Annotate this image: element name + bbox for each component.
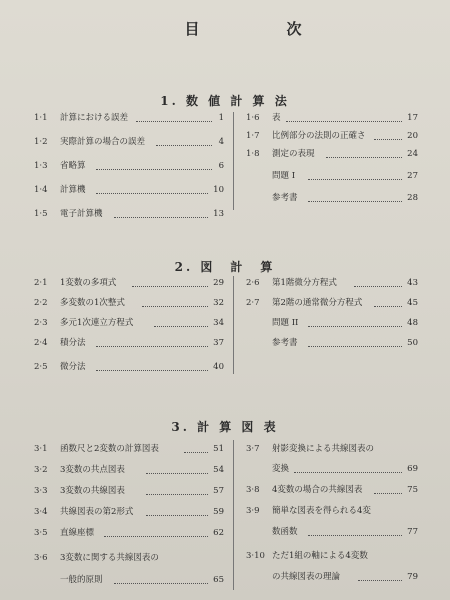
- section-number: 3·7: [246, 444, 260, 454]
- section-number: 3·3: [34, 486, 48, 496]
- page-title: 目 次: [184, 20, 338, 38]
- toc-entry[interactable]: [246, 506, 418, 527]
- page-number: 57: [213, 486, 224, 496]
- column-divider: [233, 440, 234, 590]
- dot-leader: [308, 345, 402, 347]
- dot-leader: [146, 493, 208, 495]
- dot-leader: [374, 492, 402, 494]
- toc-entry[interactable]: [34, 444, 224, 465]
- toc-entry[interactable]: [34, 113, 224, 137]
- section-number: 3·1: [34, 444, 48, 454]
- section-number: 3·9: [246, 506, 260, 516]
- section-title: 積分法: [60, 338, 86, 348]
- dot-leader: [142, 305, 208, 307]
- section-title: 多変数の1次整式: [60, 298, 125, 308]
- chapter-title-1: 1. 数 値 計 算 法: [160, 94, 290, 108]
- dot-leader: [358, 579, 402, 581]
- section-number: 1·4: [34, 185, 48, 195]
- section-title: 3変数に関する共線図表の: [60, 553, 159, 563]
- page-number: 17: [407, 113, 418, 123]
- page-number: 4: [218, 137, 224, 147]
- toc-entry[interactable]: [34, 553, 224, 575]
- page-number: 6: [218, 161, 224, 171]
- dot-leader: [96, 369, 208, 371]
- toc-entry[interactable]: [246, 444, 418, 464]
- page-number: 24: [407, 149, 418, 159]
- toc-entry-continued[interactable]: [34, 575, 224, 595]
- section-title: 射影変換による共線図表の: [272, 444, 375, 454]
- section-title: 変換: [272, 464, 290, 474]
- dot-leader: [136, 120, 212, 122]
- dot-leader: [146, 514, 208, 516]
- section-title: 直線座標: [60, 528, 95, 538]
- toc-entry[interactable]: [34, 185, 224, 209]
- section-number: 2·3: [34, 318, 48, 328]
- section-title: 3変数の共点図表: [60, 465, 125, 475]
- page-number: 28: [407, 193, 418, 203]
- toc-entry[interactable]: [34, 528, 224, 553]
- toc-entry[interactable]: [34, 318, 224, 338]
- section-title: の共線図表の理論: [272, 572, 341, 582]
- page-number: 34: [213, 318, 224, 328]
- page-number: 37: [213, 338, 224, 348]
- section-number: 1·7: [246, 131, 260, 141]
- section-title: ただ1組の軸による4変数: [272, 551, 368, 561]
- chapter-3-left-column: [34, 444, 224, 595]
- toc-entry[interactable]: [246, 318, 418, 338]
- column-divider: [233, 276, 234, 374]
- section-number: 1·6: [246, 113, 260, 123]
- toc-entry[interactable]: [34, 465, 224, 486]
- page-number: 43: [407, 278, 418, 288]
- toc-entry[interactable]: [246, 485, 418, 506]
- page-number: 29: [213, 278, 224, 288]
- dot-leader: [308, 200, 402, 202]
- toc-entry[interactable]: [246, 131, 418, 149]
- dot-leader: [326, 156, 402, 158]
- page-number: 45: [407, 298, 418, 308]
- dot-leader: [114, 582, 208, 584]
- dot-leader: [104, 535, 208, 537]
- section-title: 参考書: [272, 338, 298, 348]
- section-number: 2·4: [34, 338, 48, 348]
- section-title: 比例部分の法則の正確さ: [272, 131, 366, 141]
- section-number: 2·7: [246, 298, 260, 308]
- chapter-1-left-column: [34, 113, 224, 233]
- toc-entry[interactable]: [246, 193, 418, 215]
- section-title: 一般的原則: [60, 575, 103, 585]
- section-number: 3·5: [34, 528, 48, 538]
- toc-entry[interactable]: [34, 209, 224, 233]
- page-number: 1: [218, 113, 224, 123]
- dot-leader: [308, 325, 402, 327]
- toc-entry[interactable]: [34, 362, 224, 382]
- section-title: 問題 I: [272, 171, 296, 181]
- toc-entry[interactable]: [34, 278, 224, 298]
- dot-leader: [156, 144, 212, 146]
- page-number: 20: [407, 131, 418, 141]
- toc-entry[interactable]: [246, 113, 418, 131]
- toc-entry[interactable]: [34, 338, 224, 362]
- page-number: 40: [213, 362, 224, 372]
- dot-leader: [132, 285, 208, 287]
- section-title: 3変数の共線図表: [60, 486, 125, 496]
- page-number: 69: [407, 464, 418, 474]
- section-title: 省略算: [60, 161, 86, 171]
- chapter-title-3: 3. 計 算 図 表: [171, 420, 279, 434]
- section-title: 共線図表の第2形式: [60, 507, 134, 517]
- chapter-2-right-column: [246, 278, 418, 358]
- toc-entry[interactable]: [246, 298, 418, 318]
- dot-leader: [374, 138, 402, 140]
- section-title: 計算における誤差: [60, 113, 129, 123]
- chapter-3-right-column: [246, 444, 418, 592]
- section-title: 第2階の通常微分方程式: [272, 298, 363, 308]
- dot-leader: [114, 216, 208, 218]
- page-number: 75: [407, 485, 418, 495]
- toc-entry[interactable]: [246, 551, 418, 572]
- section-number: 3·8: [246, 485, 260, 495]
- toc-entry[interactable]: [246, 278, 418, 298]
- page-number: 59: [213, 507, 224, 517]
- section-number: 2·6: [246, 278, 260, 288]
- dot-leader: [184, 451, 208, 453]
- section-title: 計算機: [60, 185, 86, 195]
- section-number: 1·3: [34, 161, 48, 171]
- toc-entry[interactable]: [246, 171, 418, 193]
- toc-entry[interactable]: [34, 161, 224, 185]
- section-number: 3·10: [246, 551, 265, 561]
- section-title: 微分法: [60, 362, 86, 372]
- section-title: 函数尺と2変数の計算図表: [60, 444, 159, 454]
- section-title: 4変数の場合の共線図表: [272, 485, 363, 495]
- toc-entry[interactable]: [34, 137, 224, 161]
- section-number: 1·5: [34, 209, 48, 219]
- toc-entry[interactable]: [246, 338, 418, 358]
- page-number: 54: [213, 465, 224, 475]
- dot-leader: [154, 325, 208, 327]
- page-number: 65: [213, 575, 224, 585]
- dot-leader: [354, 285, 402, 287]
- toc-entry-continued[interactable]: [246, 464, 418, 485]
- section-title: 参考書: [272, 193, 298, 203]
- chapter-1-right-column: [246, 113, 418, 215]
- toc-entry-continued[interactable]: [246, 527, 418, 551]
- section-number: 2·5: [34, 362, 48, 372]
- section-title: 問題 II: [272, 318, 299, 328]
- dot-leader: [146, 472, 208, 474]
- section-number: 1·2: [34, 137, 48, 147]
- section-number: 2·1: [34, 278, 48, 288]
- page-number: 77: [407, 527, 418, 537]
- dot-leader: [96, 192, 208, 194]
- section-number: 1·8: [246, 149, 260, 159]
- section-number: 2·2: [34, 298, 48, 308]
- chapter-2-left-column: [34, 278, 224, 382]
- page-number: 48: [407, 318, 418, 328]
- section-title: 表: [272, 113, 281, 123]
- page-number: 79: [407, 572, 418, 582]
- dot-leader: [96, 168, 212, 170]
- dot-leader: [294, 471, 402, 473]
- column-divider: [233, 112, 234, 210]
- toc-entry[interactable]: [34, 298, 224, 318]
- page-number: 62: [213, 528, 224, 538]
- section-title: 多元1次連立方程式: [60, 318, 134, 328]
- section-title: 1変数の多項式: [60, 278, 117, 288]
- dot-leader: [308, 178, 402, 180]
- page-number: 51: [213, 444, 224, 454]
- section-title: 簡単な図表を得られる4変: [272, 506, 371, 516]
- dot-leader: [374, 305, 402, 307]
- section-title: 電子計算機: [60, 209, 103, 219]
- page-number: 50: [407, 338, 418, 348]
- dot-leader: [96, 345, 208, 347]
- section-title: 測定の表現: [272, 149, 315, 159]
- page-number: 32: [213, 298, 224, 308]
- section-title: 数函数: [272, 527, 298, 537]
- section-number: 3·4: [34, 507, 48, 517]
- page-number: 10: [213, 185, 224, 195]
- page-number: 27: [407, 171, 418, 181]
- section-title: 実際計算の場合の誤差: [60, 137, 146, 147]
- section-title: 第1階微分方程式: [272, 278, 337, 288]
- section-number: 1·1: [34, 113, 48, 123]
- toc-entry[interactable]: [246, 149, 418, 171]
- section-number: 3·2: [34, 465, 48, 475]
- dot-leader: [286, 120, 402, 122]
- section-number: 3·6: [34, 553, 48, 563]
- toc-entry[interactable]: [34, 507, 224, 528]
- page-number: 13: [213, 209, 224, 219]
- dot-leader: [308, 534, 402, 536]
- toc-entry-continued[interactable]: [246, 572, 418, 592]
- chapter-title-2: 2. 図 計 算: [174, 260, 276, 274]
- toc-entry[interactable]: [34, 486, 224, 507]
